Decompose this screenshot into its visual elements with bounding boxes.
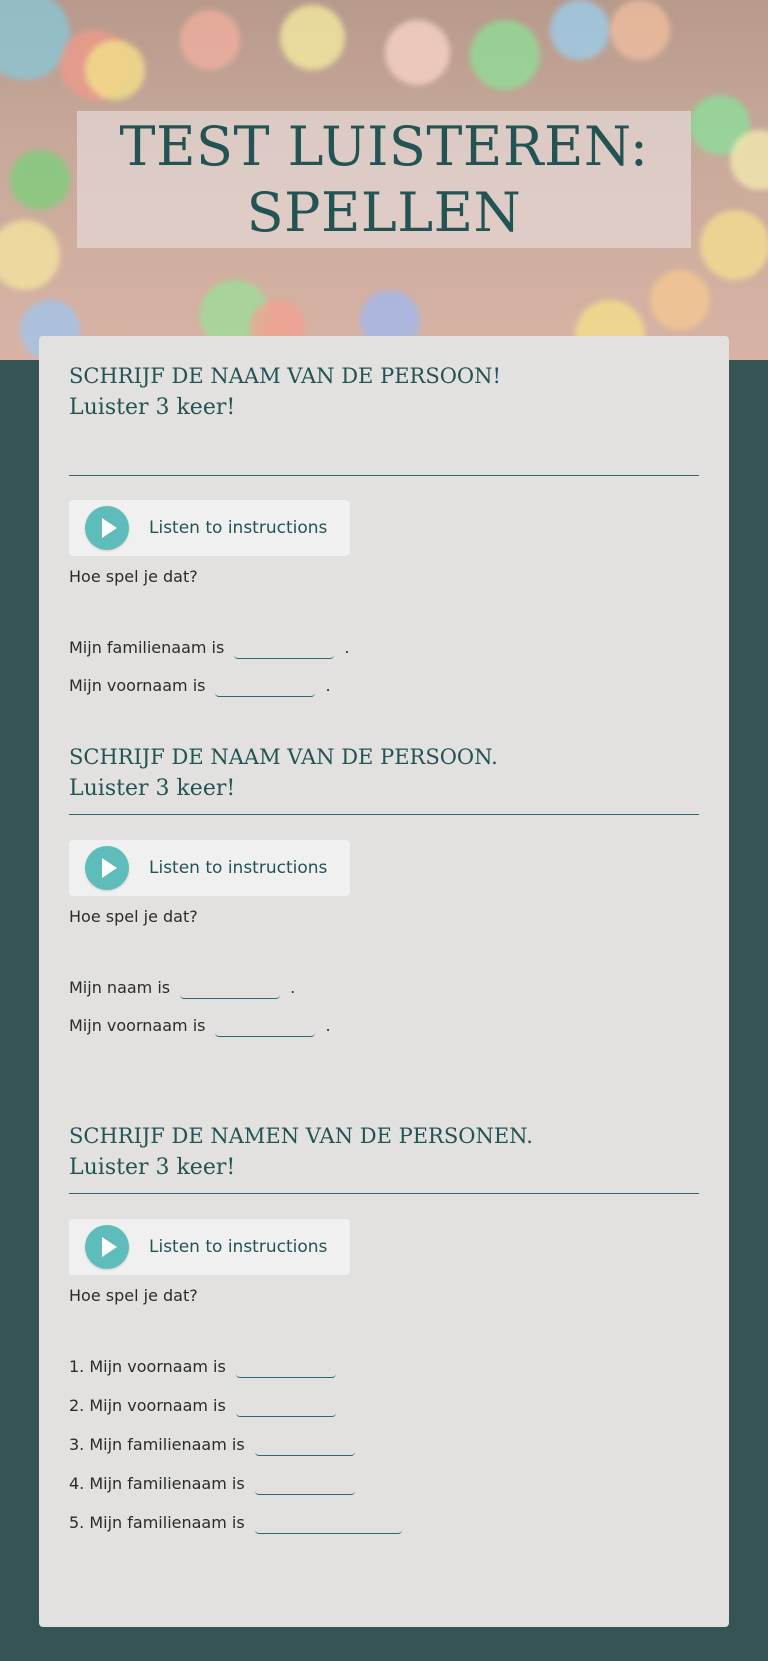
answer-line [69,1395,346,1417]
bokeh-light [10,150,70,210]
bokeh-light [0,220,60,290]
divider [69,814,699,815]
prompt-text: Hoe spel je dat? [69,907,198,926]
section-3 [69,1120,699,1532]
bokeh-light [280,5,345,70]
section-subheading: Luister 3 keer! [69,1155,236,1180]
prompt-text: Hoe spel je dat? [69,1286,198,1305]
answer-label: Mijn voornaam is [69,1016,206,1035]
answer-suffix: . [325,1016,331,1035]
section-subheading: Luister 3 keer! [69,776,236,801]
answer-line [69,1512,412,1534]
answer-input[interactable] [234,637,334,659]
answer-label: Mijn voornaam is [69,676,206,695]
section-subheading: Luister 3 keer! [69,395,236,420]
answer-input[interactable] [255,1434,355,1456]
bokeh-light [385,20,450,85]
audio-label: Listen to instructions [149,858,328,878]
answer-input[interactable] [215,675,315,697]
play-icon[interactable] [85,506,129,550]
bokeh-light [85,40,145,100]
bokeh-light [610,0,670,60]
audio-player[interactable] [69,840,350,896]
audio-label: Listen to instructions [149,1237,328,1257]
play-icon[interactable] [85,846,129,890]
answer-input[interactable] [255,1473,355,1495]
answer-label: Mijn familienaam is [69,638,225,657]
answer-input[interactable] [236,1395,336,1417]
audio-player[interactable] [69,500,350,556]
bokeh-light [470,20,540,90]
section-heading-block [69,741,699,805]
answer-label: 2. Mijn voornaam is [69,1396,226,1415]
worksheet-card [39,336,729,1627]
play-icon[interactable] [85,1225,129,1269]
prompt-text: Hoe spel je dat? [69,567,198,586]
section-heading: SCHRIJF DE NAAM VAN DE PERSOON. [69,745,498,769]
answer-line [69,675,331,697]
answer-suffix: . [344,638,350,657]
answer-line [69,1473,365,1495]
section-1 [69,360,699,695]
bokeh-light [180,10,240,70]
answer-label: 4. Mijn familienaam is [69,1474,245,1493]
answer-line [69,1356,346,1378]
answer-line [69,637,349,659]
bokeh-light [550,0,610,60]
answer-suffix: . [290,978,296,997]
answer-label: Mijn naam is [69,978,171,997]
page-title: TEST LUISTEREN: SPELLEN [119,114,649,244]
bokeh-light [650,270,710,330]
section-heading: SCHRIJF DE NAMEN VAN DE PERSONEN. [69,1124,533,1148]
answer-input[interactable] [255,1512,402,1534]
audio-player[interactable] [69,1219,350,1275]
bokeh-light [700,210,768,280]
section-heading: SCHRIJF DE NAAM VAN DE PERSOON! [69,364,501,388]
answer-label: 1. Mijn voornaam is [69,1357,226,1376]
audio-label: Listen to instructions [149,518,328,538]
answer-label: 3. Mijn familienaam is [69,1435,245,1454]
section-heading-block [69,360,699,424]
section-heading-block [69,1120,699,1184]
title-box [77,111,691,248]
answer-line [69,1015,331,1037]
answer-input[interactable] [236,1356,336,1378]
answer-suffix: . [325,676,331,695]
header-banner [0,0,768,360]
divider [69,1193,699,1194]
divider [69,475,699,476]
answer-input[interactable] [180,977,280,999]
answer-label: 5. Mijn familienaam is [69,1513,245,1532]
answer-input[interactable] [215,1015,315,1037]
answer-line [69,977,295,999]
answer-line [69,1434,365,1456]
section-2 [69,741,699,1035]
